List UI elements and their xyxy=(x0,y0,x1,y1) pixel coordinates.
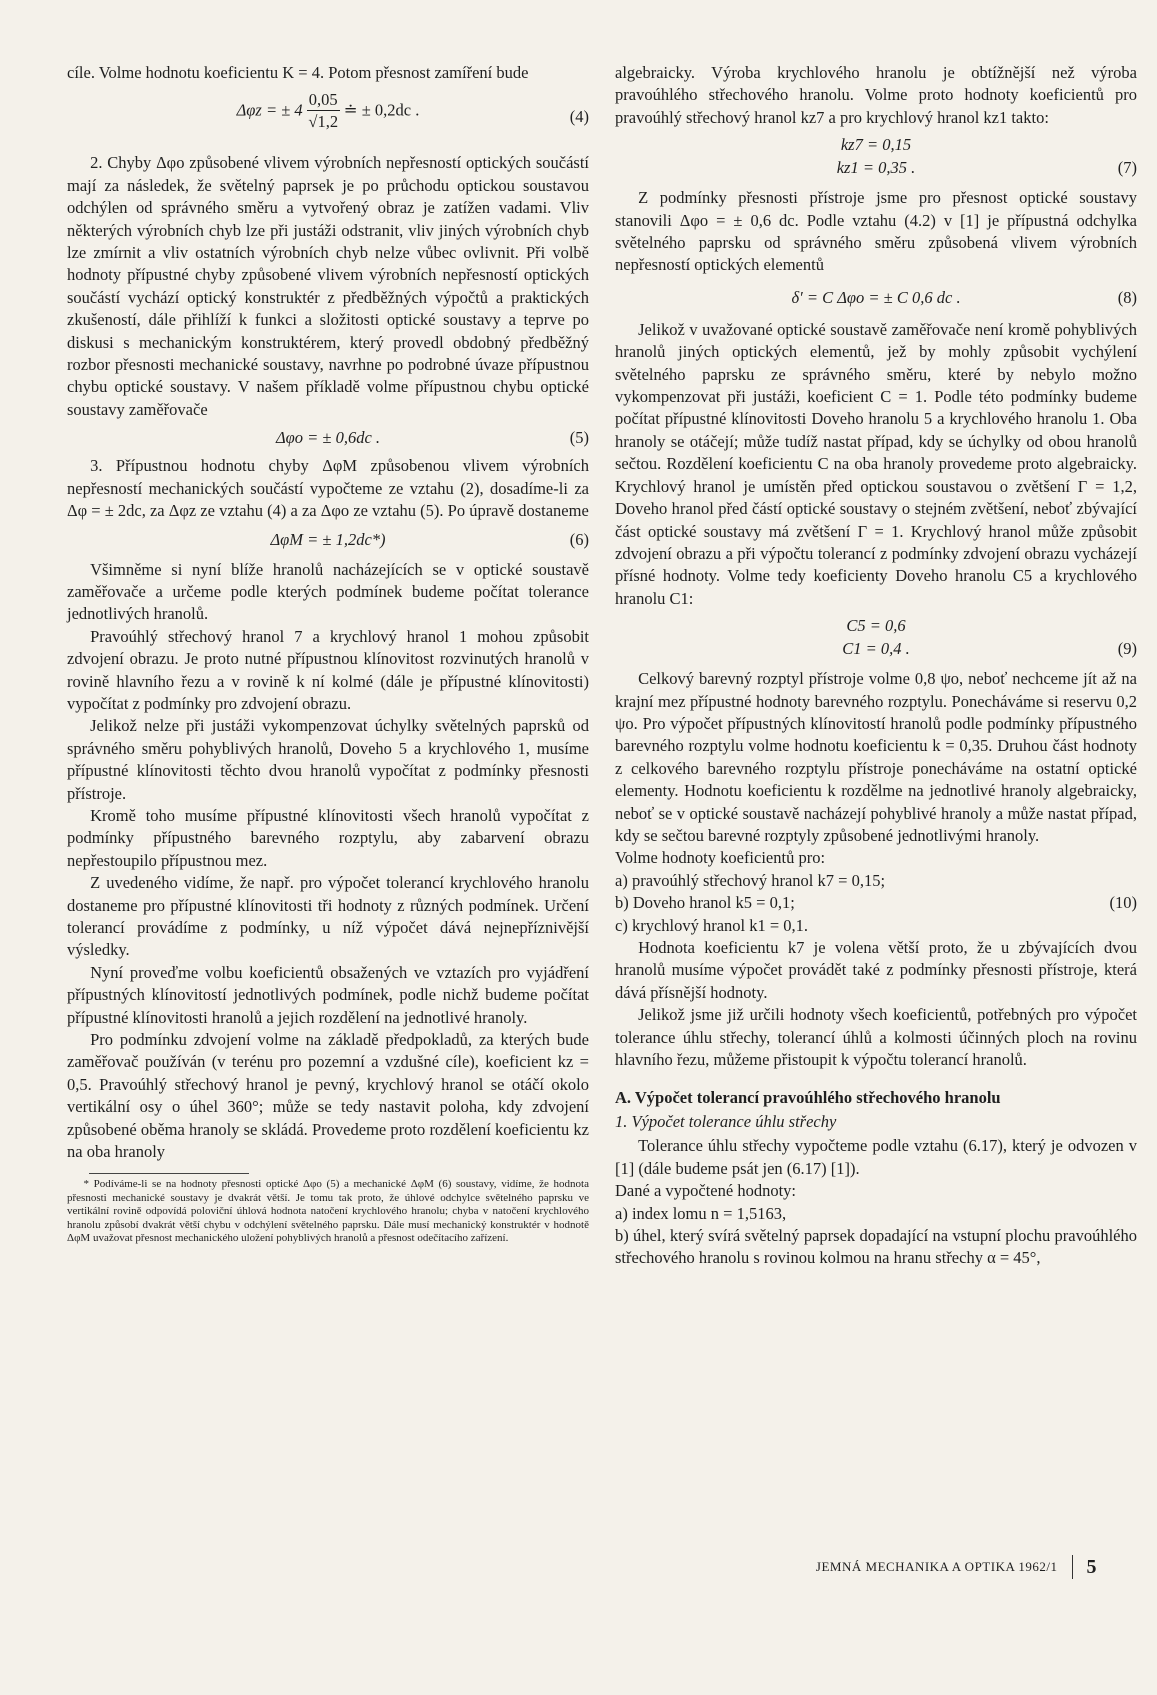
paragraph: Všimněme si nyní blíže hranolů nacházejících se v optické soustavě zaměřovače a určeme podle kterých podmínek budeme počítat tolerance jednotlivých hranolů. xyxy=(67,559,589,624)
equation-number: (8) xyxy=(1117,287,1137,307)
paragraph: cíle. Volme hodnotu koeficientu K = 4. Potom přesnost zamíření bude xyxy=(67,63,529,82)
paragraph: Tolerance úhlu střechy vypočteme podle vztahu (6.17), který je odvozen v [1] (dále budeme psát jen (6.17) [1]). xyxy=(615,1136,1137,1178)
list-item: a) index lomu n = 1,5163, xyxy=(615,1203,787,1223)
subsection-heading: 1. Výpočet tolerance úhlu střechy xyxy=(615,1112,837,1132)
right-column xyxy=(615,62,1137,1270)
paragraph: Z uvedeného vidíme, že např. pro výpočet tolerancí krychlového hranolu dostaneme pro přípustné klínovitosti tři hodnoty z různých podmínek. Určení tolerancí provádíme z podmínky, u níž výpočet dává nejnepříznivější výsledky. xyxy=(67,873,589,960)
equation-9 xyxy=(615,614,1137,660)
list-item-b xyxy=(615,892,1137,914)
eq-lhs: Δφz = ± 4 xyxy=(236,100,303,120)
left-column xyxy=(67,62,589,1246)
paragraph: Jelikož nelze při justáži vykompenzovat úchylky světelných paprsků od správného směru pohyblivých hranolů, Doveho 5 a krychlového 1, musíme přípustné klínovitosti těchto dvou hranolů vypočítat z podmínky přesnosti přístroje. xyxy=(67,716,589,803)
list-item: b) úhel, který svírá světelný paprsek dopadající na vstupní plochu pravoúhlého střechového hranolu s rovinou kolmou na hranu střechy α = 45°, xyxy=(615,1226,1137,1268)
paragraph: Nyní proveďme volbu koeficientů obsažených ve vztazích pro vyjádření přípustných klínovitostí jednotlivých podmínek, podle nichž budeme počítat přípustné klínovitosti hranolů a jejich rozdělení na jednotlivé hranoly. xyxy=(67,962,589,1027)
paragraph: algebraicky. Výroba krychlového hranolu je obtížnější než výroba pravoúhlého střechového hranolu. Volme proto hodnoty koeficientů pro pravoúhlý střechový hranol kz7 a pro krychlový hranol kz1 takto: xyxy=(615,63,1137,127)
paragraph: 3. Přípustnou hodnotu chyby ΔφM způsobenou vlivem výrobních nepřesností mechanických součástí vypočteme ze vztahu (2), dosadíme-li za Δφ = ± 2dc, za Δφz ze vztahu (4) a za Δφo ze vztahu (5). Po úpravě dostaneme xyxy=(67,456,589,521)
equation-7 xyxy=(615,133,1137,179)
equation-line: kz7 = 0,15 xyxy=(840,135,912,155)
equation-line: kz1 = 0,35 . xyxy=(836,158,916,178)
list-item: c) krychlový hranol k1 = 0,1. xyxy=(615,915,809,935)
footer-separator xyxy=(1072,1555,1073,1579)
equation-number: (7) xyxy=(1117,157,1137,177)
paragraph: Dané a vypočtené hodnoty: xyxy=(615,1181,796,1201)
paragraph: Pro podmínku zdvojení volme na základě předpokladů, za kterých bude zaměřovač používán (v terénu pro pozemní a vzdušné cíle), koeficient kz = 0,5. Pravoúhlý střechový hranol je pevný, krychlový hranol se otáčí okolo vertikální osy o úhel 360°; může se tedy nastavit poloha, kdy zdvojení způsobené oběma hranoly se skládá. Provedeme proto rozdělení koeficientu kz na oba hranoly xyxy=(67,1030,589,1162)
equation-number: (10) xyxy=(1109,893,1137,913)
paragraph: Celkový barevný rozptyl přístroje volme 0,8 ψo, neboť nechceme jít až na krajní mez přípustné hodnoty barevného rozptylu. Ponecháváme si reservu 0,2 ψo. Pro výpočet přípustných klínovitostí hranolů podle podmínky přípustného barevného rozptylu volme hodnotu koeficientu k = 0,35. Druhou část hodnoty z celkového barevného rozptylu přístroje ponecháváme na ostatní optické elementy. Hodnotu koeficientu k rozdělme na jednotlivé hranoly algebraicky, neboť se v optické soustavě nacházejí pohyblivé hranoly a může nastat případ, kdy se sečtou barevné rozptyly způsobené jednotlivými hranoly. xyxy=(615,669,1137,845)
equation-5 xyxy=(67,427,589,449)
paragraph: Jelikož jsme již určili hodnoty všech koeficientů, potřebných pro výpočet tolerance úhlu střechy, tolerancí úhlů a kolmosti účinných ploch na rovinu hlavního řezu, můžeme přistoupit k výpočtu tolerancí hranolů. xyxy=(615,1005,1137,1070)
list-intro: Volme hodnoty koeficientů pro: xyxy=(615,848,826,868)
equation-text: ΔφM = ± 1,2dc*) xyxy=(270,529,386,549)
paragraph: Hodnota koeficientu k7 je volena větší proto, že u zbývajících dvou hranolů musíme výpočet provádět také z podmínky přesnosti přístroje, která dává přísnější hodnoty. xyxy=(615,938,1137,1002)
equation-number: (5) xyxy=(569,428,589,448)
paragraph: 2. Chyby Δφo způsobené vlivem výrobních nepřesností optických součástí mají za následek, že světelný paprsek je po průchodu optickou soustavou odchýlen od správného směru a vytvořený obraz je zatížen vadami. Vliv některých výrobních chyb lze při justáži odstranit, vliv jiných výrobních chyb lze zmírnit a vliv ostatních výrobních chyb nelze vůbec ovlivnit. Při volbě hodnoty přípustné chyby způsobené vlivem výrobních nepřesností optických součástí vychází optický konstruktér z předběžných výpočtů a praktických zkušeností, dále přihlíží k funkci a složitosti optické soustavy a teprve po diskusi s mechanickým konstruktérem, který provedl obdobný předběžný rozbor přesnosti mechanické soustavy, navrhne po podrobné úvaze přípustnou chybu optické soustavy. V našem příkladě volme přípustnou chybu optické soustavy zaměřovače xyxy=(67,153,589,419)
equation-number: (4) xyxy=(569,107,589,127)
equation-number: (9) xyxy=(1117,638,1137,658)
page-number: 5 xyxy=(1086,1555,1097,1578)
equation-8 xyxy=(615,287,1137,309)
footnote: * Podíváme-li se na hodnoty přesnosti optické Δφo (5) a mechanické ΔφM (6) soustavy, vidíme, že hodnota přesnosti mechanické soustavy je dvakrát větší. Je tomu tak proto, že úhlové odchylce světelného paprsku ve vertikální rovině odpovídá poloviční úhlová hodnota natočení krychlového hranolu; chyba v natočení krychlového hranolu způsobí dvakrát větší chybu v odchýlení světelného paprsku. Dále musí mechanický konstruktér v hodnotě ΔφM uvažovat přesnost mechanického uložení pohyblivých hranolů a přesnost odečítacího zařízení. xyxy=(67,1178,589,1245)
paragraph: Z podmínky přesnosti přístroje jsme pro přesnost optické soustavy stanovili Δφo = ± 0,6 dc. Podle vztahu (4.2) v [1] je přípustná odchylka světelného paprsku od správného směru způsobená vlivem výrobních nepřesností optických elementů xyxy=(615,188,1137,275)
paragraph: Pravoúhlý střechový hranol 7 a krychlový hranol 1 mohou způsobit zdvojení obrazu. Je proto nutné přípustnou klínovitost rozvinutých hranolů v rovině hlavního řezu a v rovině k ní kolmé (dále je přípustné klínovitosti) vypočítat z podmínky pro zdvojení obrazu. xyxy=(67,626,589,713)
section-heading: A. Výpočet tolerancí pravoúhlého střechového hranolu xyxy=(615,1088,1001,1108)
equation-line: C1 = 0,4 . xyxy=(842,639,910,659)
equation-text: Δφo = ± 0,6dc . xyxy=(275,428,381,448)
paragraph: Kromě toho musíme přípustné klínovitosti všech hranolů vypočítat z podmínky přípustného barevného rozptylu, aby zabarvení obrazu nepřestoupilo přípustnou mez. xyxy=(67,805,589,870)
equation-6 xyxy=(67,529,589,551)
fraction-numerator: 0,05 xyxy=(308,90,338,110)
equation-text: δ′ = C Δφo = ± C 0,6 dc . xyxy=(791,287,961,307)
fraction xyxy=(307,90,340,133)
fraction-denominator: √1,2 xyxy=(308,112,339,132)
equation-line: C5 = 0,6 xyxy=(846,616,906,636)
equation-4 xyxy=(67,90,589,146)
equation-number: (6) xyxy=(569,529,589,549)
eq-rhs: ≐ ± 0,2dc . xyxy=(343,100,420,120)
list-item: a) pravoúhlý střechový hranol k7 = 0,15; xyxy=(615,870,886,890)
page-footer xyxy=(816,1555,1097,1579)
list-item-text: b) Doveho hranol k5 = 0,1; xyxy=(615,893,795,913)
paragraph: Jelikož v uvažované optické soustavě zaměřovače není kromě pohyblivých hranolů jiných optických elementů, jež by mohly způsobit vychýlení světelného paprsku ze správného směru, které by nebylo možno vykompenzovat při justáži, koeficient C = 1. Podle této podmínky budeme počítat přípustné klínovitosti Doveho hranolu 5 a krychlového hranolu 1. Oba hranoly se otáčejí; může tudíž nastat případ, kdy se úchylky od obou hranolů sečtou. Rozdělení koeficientu C na oba hranoly provedeme proto algebraicky. Krychlový hranol je umístěn před optickou soustavou o zvětšení Γ = 1,2, Doveho hranol před částí optické soustavy o stejném zvětšení, neboť zbývající část optické soustavy má zvětšení Γ = 1. Krychlový hranol může způsobit zdvojení obrazu a při výpočtu tolerancí z podmínky zdvojení obrazu vycházejí přísné hodnoty. Volme tedy koeficienty Doveho hranolu C5 a krychlového hranolu C1: xyxy=(615,319,1137,608)
journal-name: JEMNÁ MECHANIKA A OPTIKA 1962/1 xyxy=(815,1558,1058,1574)
footnote-rule xyxy=(89,1173,249,1174)
